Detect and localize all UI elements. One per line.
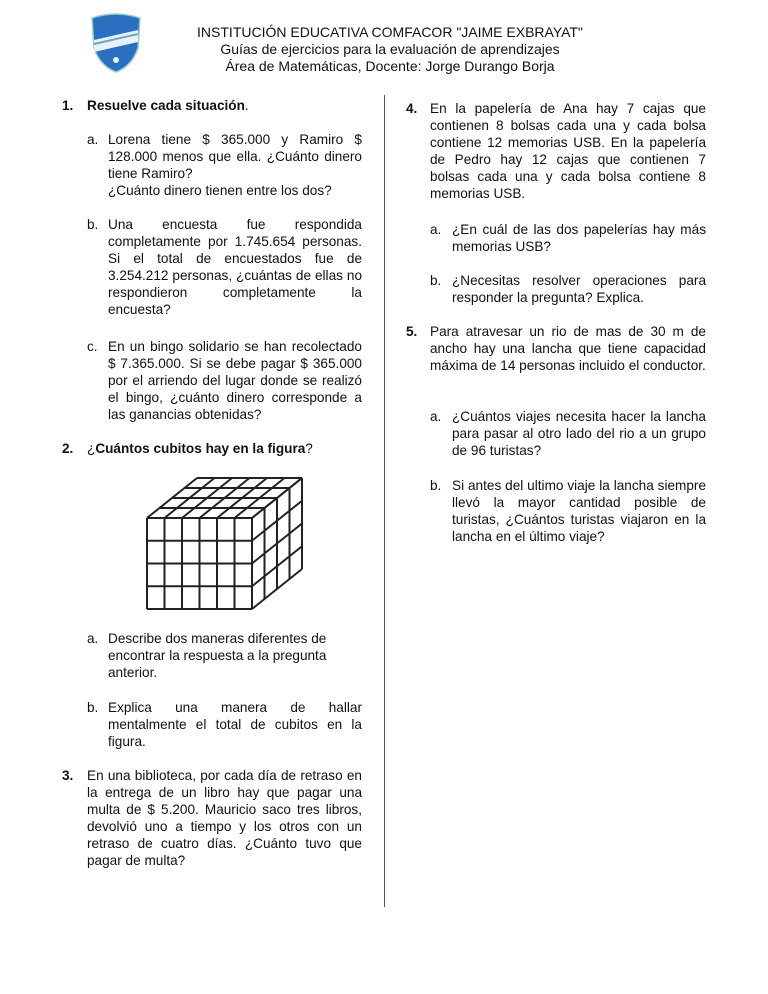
header-institution: INSTITUCIÓN EDUCATIVA COMFACOR "JAIME EXBRAYAT" bbox=[197, 24, 583, 40]
q4b-label: b. bbox=[430, 273, 442, 288]
q4-number: 4. bbox=[406, 101, 418, 116]
q4b-text: ¿Necesitas resolver operaciones para responder la pregunta? Explica. bbox=[452, 273, 706, 305]
q2-title-text: Cuántos cubitos hay en la figura bbox=[95, 441, 306, 456]
q2b-text: Explica una manera de hallar mentalmente el total de cubitos en la figura. bbox=[108, 700, 362, 749]
q1c-text: En un bingo solidario se han recolectado $ 7.365.000. Si se debe pagar $ 365.000 por el arriendo del lugar donde se realizó el bingo, ¿cuánto dinero corresponde a las ganancias obtenidas? bbox=[108, 339, 362, 422]
q2-number: 2. bbox=[62, 441, 74, 456]
q5a-label: a. bbox=[430, 409, 442, 424]
q2-title bbox=[87, 440, 313, 457]
q2a-label: a. bbox=[87, 631, 99, 646]
q1b-label: b. bbox=[87, 217, 99, 232]
q4a-label: a. bbox=[430, 222, 442, 237]
q1b-text: Una encuesta fue respondida completamente por 1.745.654 personas. Si el total de encuestados fue de 3.254.212 personas, ¿cuántas de ellas no respondieron completamente la encuesta? bbox=[108, 217, 362, 317]
q5b-text: Si antes del ultimo viaje la lancha siempre llevó la mayor cantidad posible de turistas, ¿Cuántos turistas viajaron en la lancha en el último viaje? bbox=[452, 478, 706, 544]
q1a-question: Lorena tiene $ 365.000 y Ramiro $ 128.000 menos que ella. ¿Cuánto dinero tiene Ramiro? bbox=[108, 132, 362, 181]
q5-text: Para atravesar un rio de mas de 30 m de ancho hay una lancha que tiene capacidad máxima de 14 personas incluido el conductor. bbox=[430, 324, 706, 373]
q1a-text bbox=[108, 131, 362, 199]
q4a-text: ¿En cuál de las dos papelerías hay más memorias USB? bbox=[452, 222, 706, 254]
cube-figure bbox=[135, 470, 315, 620]
q1-number: 1. bbox=[62, 98, 74, 113]
q1c-label: c. bbox=[87, 339, 98, 354]
q1-title-end: . bbox=[244, 98, 249, 113]
q2b-label: b. bbox=[87, 700, 99, 715]
header-teacher: Área de Matemáticas, Docente: Jorge Durango Borja bbox=[225, 58, 555, 74]
q2a-text: Describe dos maneras diferentes de encontrar la respuesta a la pregunta anterior. bbox=[108, 631, 327, 680]
q3-text: En una biblioteca, por cada día de retraso en la entrega de un libro hay que pagar una multa de $ 5.200. Mauricio saco tres libros, devolvió uno a tiempo y los otros con un retraso de cuatro días. ¿Cuánto tuvo que pagar de multa? bbox=[87, 768, 362, 868]
header-subtitle: Guías de ejercicios para la evaluación de aprendizajes bbox=[220, 41, 560, 57]
q4-text: En la papelería de Ana hay 7 cajas que contienen 8 bolsas cada una y cada bolsa contiene 12 memorias USB. En la papelería de Pedro hay 12 cajas que contienen 7 bolsas cada una y cada bolsa contiene 8 memorias USB. bbox=[430, 101, 706, 201]
q1a-label: a. bbox=[87, 132, 99, 147]
q5a-text: ¿Cuántos viajes necesita hacer la lancha para pasar al otro lado del rio a un grupo de 96 turistas? bbox=[452, 409, 706, 458]
q1-title-text: Resuelve cada situación bbox=[87, 98, 245, 113]
q3-number: 3. bbox=[62, 768, 74, 783]
q2-end: ? bbox=[305, 441, 313, 456]
q5b-label: b. bbox=[430, 478, 442, 493]
q1a-question2: ¿Cuánto dinero tienen entre los dos? bbox=[108, 183, 332, 198]
q1-title bbox=[87, 97, 249, 114]
q2-pre: ¿ bbox=[87, 441, 96, 456]
q5-number: 5. bbox=[406, 324, 418, 339]
column-divider bbox=[384, 95, 385, 907]
school-shield-logo bbox=[88, 12, 144, 74]
